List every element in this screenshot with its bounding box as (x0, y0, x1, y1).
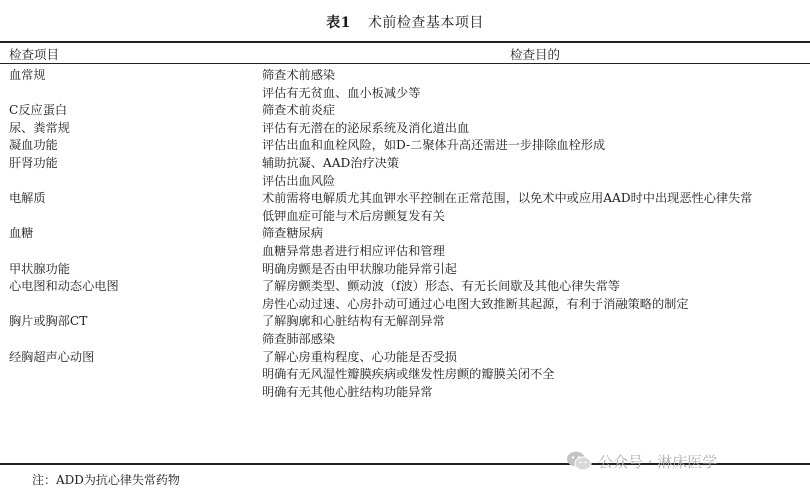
table-row (0, 313, 810, 348)
header-purpose: 检查目的 (510, 47, 561, 62)
purpose-line: 了解房颤类型、颤动波（f波）形态、有无长间歇及其他心律失常等 (262, 279, 620, 294)
table-caption: 术前检查基本项目 (367, 15, 484, 31)
purpose-line: 辅助抗凝、AAD治疗决策 (262, 155, 400, 170)
purpose-line: 筛查术前炎症 (262, 103, 336, 118)
check-purpose (262, 67, 810, 102)
check-item: 心电图和动态心电图 (9, 279, 119, 294)
check-item: 甲状腺功能 (9, 261, 70, 276)
purpose-line: 明确有无其他心脏结构功能异常 (262, 384, 433, 399)
table-row (0, 102, 810, 120)
check-purpose (262, 278, 810, 313)
check-purpose (262, 261, 810, 279)
check-purpose (262, 102, 810, 120)
header-rule (0, 63, 810, 64)
check-purpose (262, 190, 810, 225)
check-purpose (262, 120, 810, 138)
check-item: 电解质 (9, 191, 46, 206)
purpose-line: 评估出血风险 (262, 173, 336, 188)
purpose-line: 了解心房重构程度、心功能是否受损 (262, 349, 457, 364)
check-item: 血糖 (9, 226, 34, 241)
table-row (0, 278, 810, 313)
table-row (0, 349, 810, 402)
table-note: 注：ADD为抗心律失常药物 (32, 473, 180, 487)
check-purpose (262, 349, 810, 402)
table-number: 表1 (326, 15, 351, 31)
check-item: 血常规 (9, 68, 46, 82)
table-body (0, 67, 810, 401)
purpose-line: 明确有无风湿性瓣膜疾病或继发性房颤的瓣膜关闭不全 (262, 367, 555, 382)
check-item: 凝血功能 (9, 138, 58, 153)
purpose-line: 筛查肺部感染 (262, 331, 336, 346)
watermark-text: 公众号 · 淋床医学 (598, 452, 718, 471)
purpose-line: 筛查糖尿病 (262, 226, 323, 241)
purpose-line: 了解胸廓和心脏结构有无解剖异常 (262, 314, 445, 329)
purpose-line: 房性心动过速、心房扑动可通过心电图大致推断其起源，有利于消融策略的制定 (262, 296, 689, 311)
check-item: C反应蛋白 (9, 103, 68, 118)
table-row (0, 67, 810, 102)
table-row (0, 155, 810, 190)
table-title (0, 12, 810, 32)
table-row (0, 190, 810, 225)
wechat-icon (566, 450, 592, 472)
table-row (0, 137, 810, 155)
table-row (0, 120, 810, 138)
purpose-line: 筛查术前感染 (262, 68, 336, 82)
purpose-line: 评估出血和血栓风险，如D-二聚体升高还需进一步排除血栓形成 (262, 138, 606, 153)
top-rule (0, 41, 810, 43)
purpose-line: 低钾血症可能与术后房颤复发有关 (262, 208, 445, 223)
purpose-line: 血糖异常患者进行相应评估和管理 (262, 243, 445, 258)
purpose-line: 明确房颤是否由甲状腺功能异常引起 (262, 261, 457, 276)
table-row (0, 261, 810, 279)
purpose-line: 评估有无潜在的泌尿系统及消化道出血 (262, 120, 470, 135)
check-item: 胸片或胸部CT (9, 314, 88, 329)
purpose-line: 评估有无贫血、血小板减少等 (262, 85, 421, 100)
check-item: 尿、粪常规 (9, 120, 70, 135)
check-purpose (262, 225, 810, 260)
table-row (0, 225, 810, 260)
purpose-line: 术前需将电解质尤其血钾水平控制在正常范围，以免术中或应用AAD时中出现恶性心律失常 (262, 191, 753, 206)
check-purpose (262, 313, 810, 348)
check-item: 经胸超声心动图 (9, 349, 95, 364)
check-item: 肝肾功能 (9, 155, 58, 170)
header-item: 检查项目 (9, 47, 60, 62)
watermark (566, 450, 717, 472)
check-purpose (262, 155, 810, 190)
check-purpose (262, 137, 810, 155)
